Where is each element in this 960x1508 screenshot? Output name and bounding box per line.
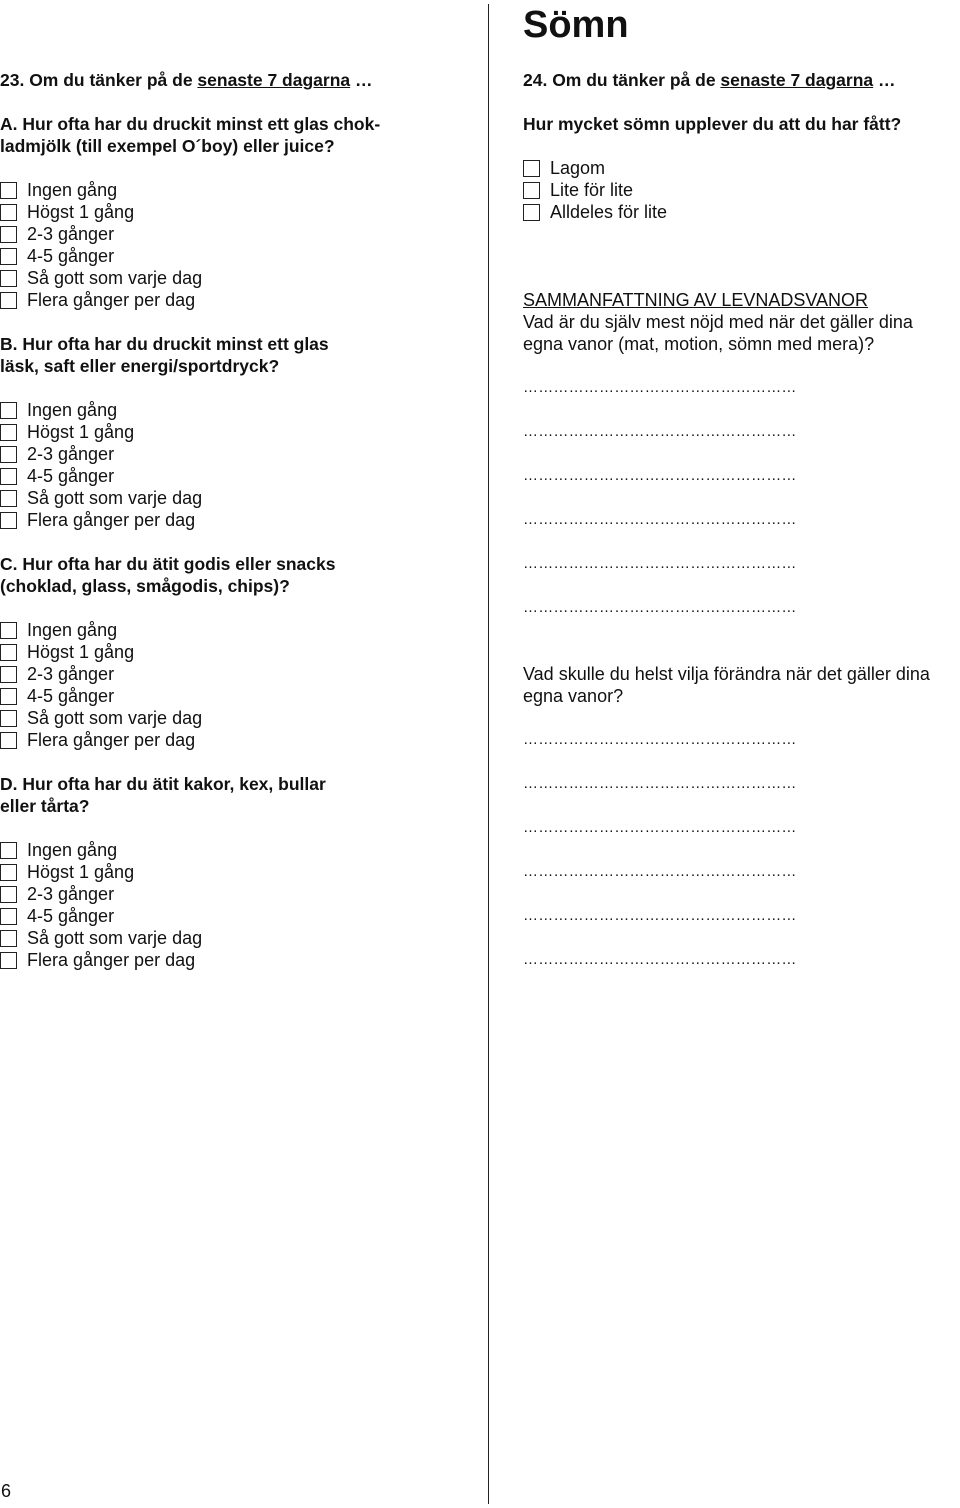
q23d-question-line2: eller tårta? xyxy=(0,796,90,816)
checkbox[interactable] xyxy=(0,292,17,309)
checkbox[interactable] xyxy=(0,424,17,441)
checkbox[interactable] xyxy=(0,468,17,485)
q23d-option-2[interactable]: Högst 1 gång xyxy=(0,861,134,883)
q23b-question-line1: B. Hur ofta har du druckit minst ett glas xyxy=(0,334,329,354)
q23d-option-5[interactable]: Så gott som varje dag xyxy=(0,927,202,949)
q23d-option-4[interactable]: 4-5 gånger xyxy=(0,905,114,927)
answer-line[interactable]: ……………………………………………… xyxy=(523,599,797,616)
checkbox[interactable] xyxy=(0,710,17,727)
summary-q2-line1: Vad skulle du helst vilja förändra när det gäller dina xyxy=(523,664,930,684)
q23c-option-6[interactable]: Flera gånger per dag xyxy=(0,729,195,751)
answer-line[interactable]: ……………………………………………… xyxy=(523,863,797,880)
q23c-option-5[interactable]: Så gott som varje dag xyxy=(0,707,202,729)
q23b-option-4[interactable]: 4-5 gånger xyxy=(0,465,114,487)
section-heading: Sömn xyxy=(523,4,629,46)
answer-line[interactable]: ……………………………………………… xyxy=(523,423,797,440)
q23a-question-line2: ladmjölk (till exempel O´boy) eller juice? xyxy=(0,136,335,156)
q23d-option-3[interactable]: 2-3 gånger xyxy=(0,883,114,905)
q23a-question-line1: A. Hur ofta har du druckit minst ett glas chok- xyxy=(0,114,381,134)
q23b-option-6[interactable]: Flera gånger per dag xyxy=(0,509,195,531)
checkbox[interactable] xyxy=(0,644,17,661)
q23a-option-6[interactable]: Flera gånger per dag xyxy=(0,289,195,311)
checkbox[interactable] xyxy=(0,930,17,947)
checkbox[interactable] xyxy=(0,732,17,749)
q23b-option-2[interactable]: Högst 1 gång xyxy=(0,421,134,443)
checkbox[interactable] xyxy=(523,182,540,199)
answer-line[interactable]: ……………………………………………… xyxy=(523,951,797,968)
q23d-option-6[interactable]: Flera gånger per dag xyxy=(0,949,195,971)
q23b-option-3[interactable]: 2-3 gånger xyxy=(0,443,114,465)
q23a-option-5[interactable]: Så gott som varje dag xyxy=(0,267,202,289)
checkbox[interactable] xyxy=(0,622,17,639)
checkbox[interactable] xyxy=(0,666,17,683)
q23b-option-5[interactable]: Så gott som varje dag xyxy=(0,487,202,509)
checkbox[interactable] xyxy=(0,182,17,199)
answer-line[interactable]: ……………………………………………… xyxy=(523,775,797,792)
answer-line[interactable]: ……………………………………………… xyxy=(523,555,797,572)
checkbox[interactable] xyxy=(523,160,540,177)
q24-option-2[interactable]: Lite för lite xyxy=(523,179,633,201)
checkbox[interactable] xyxy=(523,204,540,221)
q23b-option-1[interactable]: Ingen gång xyxy=(0,399,117,421)
summary-q2-line2: egna vanor? xyxy=(523,686,624,706)
checkbox[interactable] xyxy=(0,864,17,881)
answer-line[interactable]: ……………………………………………… xyxy=(523,511,797,528)
q23d-question-line1: D. Hur ofta har du ätit kakor, kex, bullar xyxy=(0,774,326,794)
checkbox[interactable] xyxy=(0,886,17,903)
q24-question: Hur mycket sömn upplever du att du har fått? xyxy=(523,114,902,134)
summary-q1-line2: egna vanor (mat, motion, sömn med mera)? xyxy=(523,334,875,354)
checkbox[interactable] xyxy=(0,512,17,529)
q24-option-1[interactable]: Lagom xyxy=(523,157,605,179)
summary-heading: SAMMANFATTNING AV LEVNADSVANOR xyxy=(523,290,869,310)
checkbox[interactable] xyxy=(0,490,17,507)
checkbox[interactable] xyxy=(0,952,17,969)
summary-q1-line1: Vad är du själv mest nöjd med när det gäller dina xyxy=(523,312,913,332)
q23b-question-line2: läsk, saft eller energi/sportdryck? xyxy=(0,356,280,376)
q23a-option-3[interactable]: 2-3 gånger xyxy=(0,223,114,245)
checkbox[interactable] xyxy=(0,446,17,463)
q23a-option-2[interactable]: Högst 1 gång xyxy=(0,201,134,223)
q23c-option-1[interactable]: Ingen gång xyxy=(0,619,117,641)
q23c-question-line1: C. Hur ofta har du ätit godis eller snacks xyxy=(0,554,336,574)
column-divider xyxy=(488,4,489,1504)
checkbox[interactable] xyxy=(0,402,17,419)
answer-line[interactable]: ……………………………………………… xyxy=(523,731,797,748)
q23c-option-3[interactable]: 2-3 gånger xyxy=(0,663,114,685)
checkbox[interactable] xyxy=(0,226,17,243)
q24-option-3[interactable]: Alldeles för lite xyxy=(523,201,667,223)
checkbox[interactable] xyxy=(0,270,17,287)
q23a-option-1[interactable]: Ingen gång xyxy=(0,179,117,201)
q23c-option-2[interactable]: Högst 1 gång xyxy=(0,641,134,663)
answer-line[interactable]: ……………………………………………… xyxy=(523,907,797,924)
q23c-question-line2: (choklad, glass, smågodis, chips)? xyxy=(0,576,290,596)
q23-intro: 23. Om du tänker på de senaste 7 dagarna … xyxy=(0,70,373,90)
answer-line[interactable]: ……………………………………………… xyxy=(523,379,797,396)
q23a-option-4[interactable]: 4-5 gånger xyxy=(0,245,114,267)
checkbox[interactable] xyxy=(0,204,17,221)
page-number: 6 xyxy=(1,1481,12,1501)
q23c-option-4[interactable]: 4-5 gånger xyxy=(0,685,114,707)
q23d-option-1[interactable]: Ingen gång xyxy=(0,839,117,861)
answer-line[interactable]: ……………………………………………… xyxy=(523,467,797,484)
checkbox[interactable] xyxy=(0,688,17,705)
answer-line[interactable]: ……………………………………………… xyxy=(523,819,797,836)
checkbox[interactable] xyxy=(0,908,17,925)
checkbox[interactable] xyxy=(0,248,17,265)
q24-intro: 24. Om du tänker på de senaste 7 dagarna … xyxy=(523,70,896,90)
checkbox[interactable] xyxy=(0,842,17,859)
